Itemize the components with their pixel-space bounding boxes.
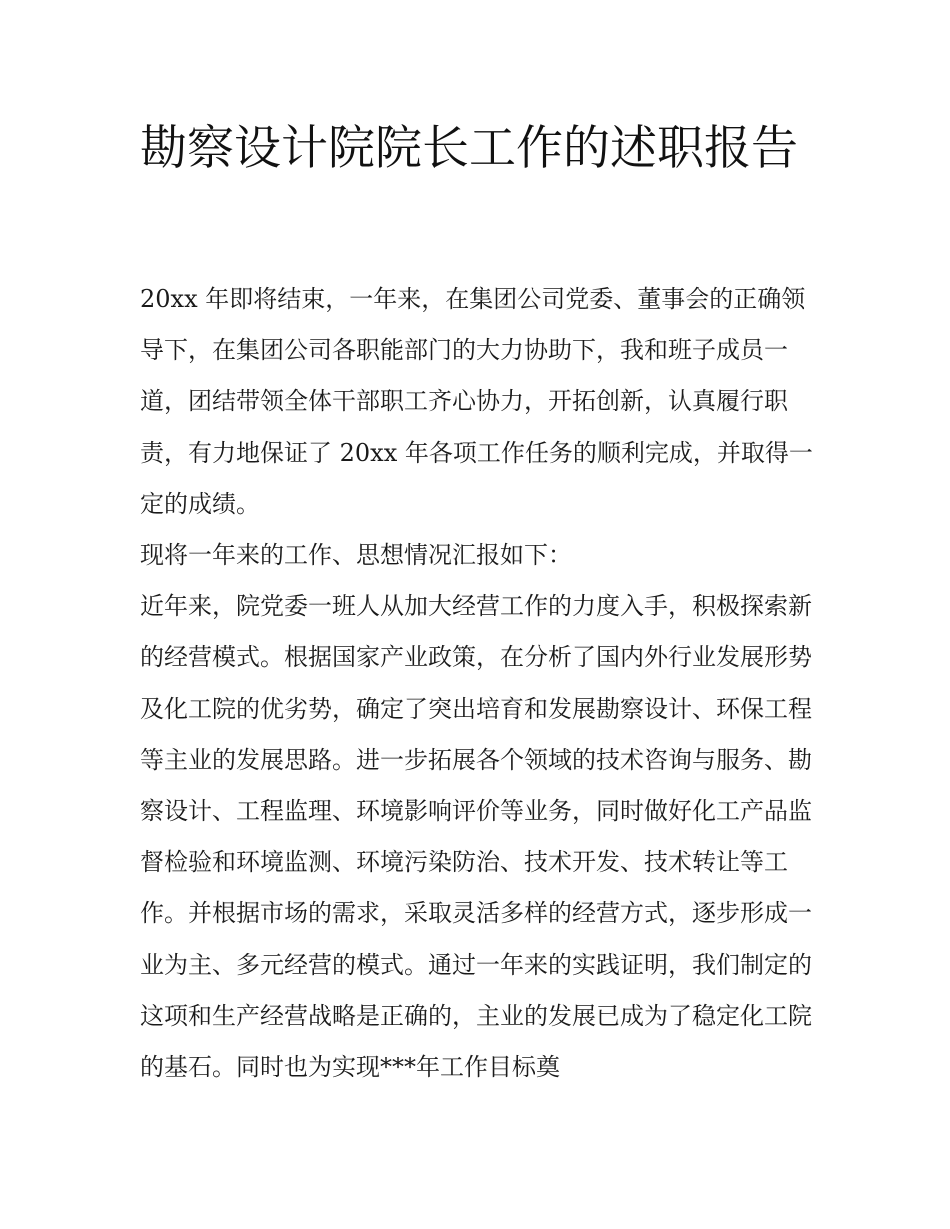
paragraph-report-lead: 现将一年来的工作、思想情况汇报如下： xyxy=(140,541,572,570)
paragraph-business-strategy: 近年来，院党委一班人从加大经营工作的力度入手，积极探索新的经营模式。根据国家产业政策，在分析了国内外行业发展形势及化工院的优劣势，确定了突出培育和发展勘察设计、环保工程等主业的发展思路。进一步拓展各个领域的技术咨询与服务、勘察设计、工程监理、环境影响评价等业务，同时做好化工产品监督检验和环境监测、环境污染防治、技术开发、技术转让等工作。并根据市场的需求，采取灵活多样的经营方式，逐步形成一业为主、多元经营的模式。通过一年来的实践证明，我们制定的这项和生产经营战略是正确的，主业的发展已成为了稳定化工院的基石。同时也为实现***年工作目标奠 xyxy=(140,592,812,1082)
paragraph-intro: 20xx 年即将结束，一年来，在集团公司党委、董事会的正确领导下，在集团公司各职能部门的大力协助下，我和班子成员一道，团结带领全体干部职工齐心协力，开拓创新，认真履行职责，有力地保证了 20xx 年各项工作任务的顺利完成，并取得一定的成绩。 xyxy=(140,285,813,518)
document-body xyxy=(140,274,820,1093)
document-title: 勘察设计院院长工作的述职报告 xyxy=(140,121,798,176)
